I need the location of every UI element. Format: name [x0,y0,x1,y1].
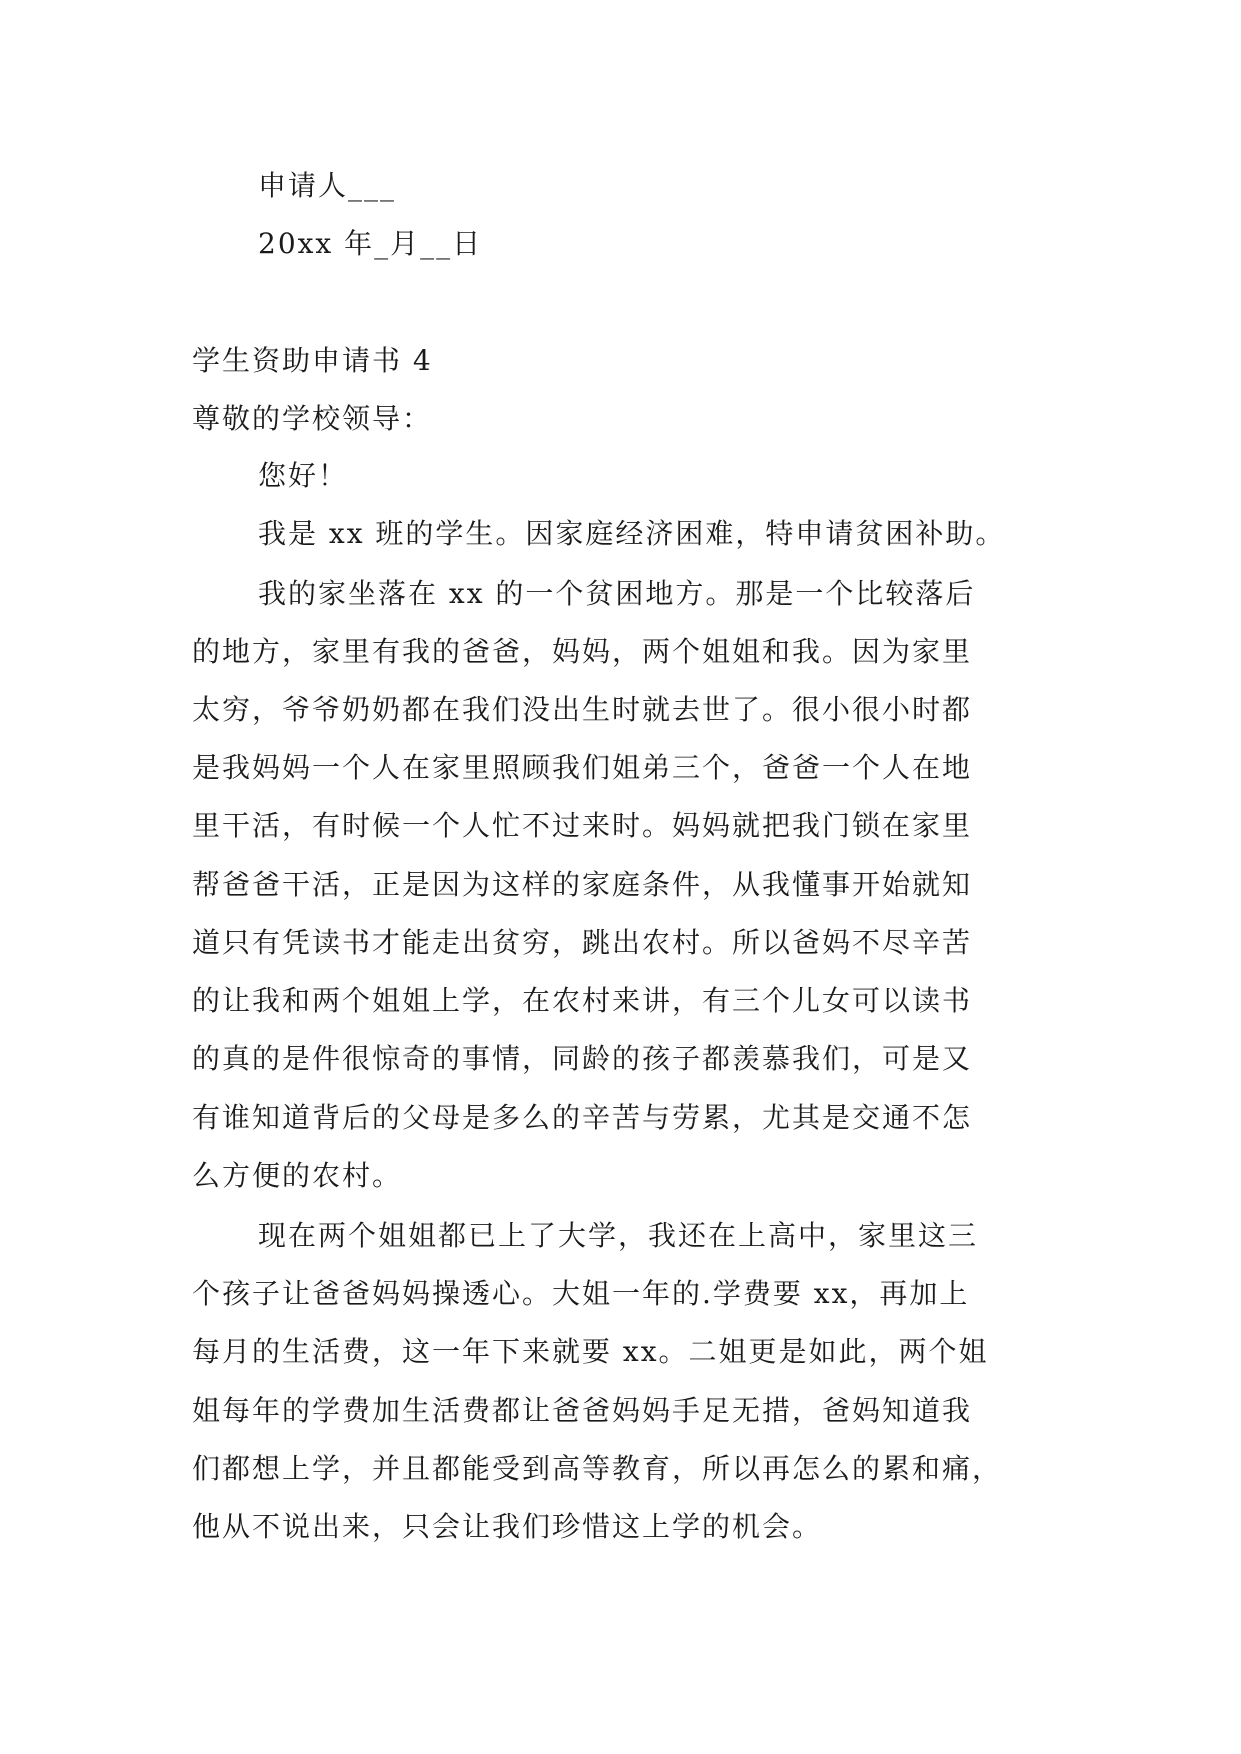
paragraph1-line: 有谁知道背后的父母是多么的辛苦与劳累，尤其是交通不怎 [192,1101,973,1134]
paragraph2-line: 每月的生活费，这一年下来就要 xx。二姐更是如此，两个姐 [192,1335,989,1368]
letter-title: 学生资助申请书 4 [192,344,433,377]
intro-paragraph: 我是 xx 班的学生。因家庭经济困难，特申请贫困补助。 [258,517,1006,550]
applicant-signature-line: 申请人___ [258,169,397,202]
paragraph1-line: 帮爸爸干活，正是因为这样的家庭条件，从我懂事开始就知 [192,868,973,901]
paragraph1-line: 的让我和两个姐姐上学，在农村来讲，有三个儿女可以读书 [192,984,973,1017]
paragraph1-line: 里干活，有时候一个人忙不过来时。妈妈就把我门锁在家里 [192,809,973,842]
paragraph2-line: 他从不说出来，只会让我们珍惜这上学的机会。 [192,1510,823,1543]
paragraph1-line: 的地方，家里有我的爸爸，妈妈，两个姐姐和我。因为家里 [192,635,973,668]
paragraph2-line: 们都想上学，并且都能受到高等教育，所以再怎么的累和痛， [192,1452,1003,1485]
paragraph1-line: 我的家坐落在 xx 的一个贫困地方。那是一个比较落后 [258,577,976,610]
paragraph2-line: 姐每年的学费加生活费都让爸爸妈妈手足无措，爸妈知道我 [192,1394,973,1427]
paragraph1-line: 道只有凭读书才能走出贫穷，跳出农村。所以爸妈不尽辛苦 [192,926,973,959]
salutation: 尊敬的学校领导： [192,402,433,435]
paragraph1-line: 么方便的农村。 [192,1159,403,1192]
date-line: 20xx 年_月__日 [258,227,483,260]
paragraph1-line: 的真的是件很惊奇的事情，同龄的孩子都羡慕我们，可是又 [192,1042,973,1075]
paragraph2-line: 个孩子让爸爸妈妈操透心。大姐一年的.学费要 xx，再加上 [192,1277,970,1310]
paragraph1-line: 太穷，爷爷奶奶都在我们没出生时就去世了。很小很小时都 [192,693,973,726]
paragraph1-line: 是我妈妈一个人在家里照顾我们姐弟三个，爸爸一个人在地 [192,751,973,784]
greeting: 您好！ [258,459,349,492]
paragraph2-line: 现在两个姐姐都已上了大学，我还在上高中，家里这三 [258,1219,979,1252]
